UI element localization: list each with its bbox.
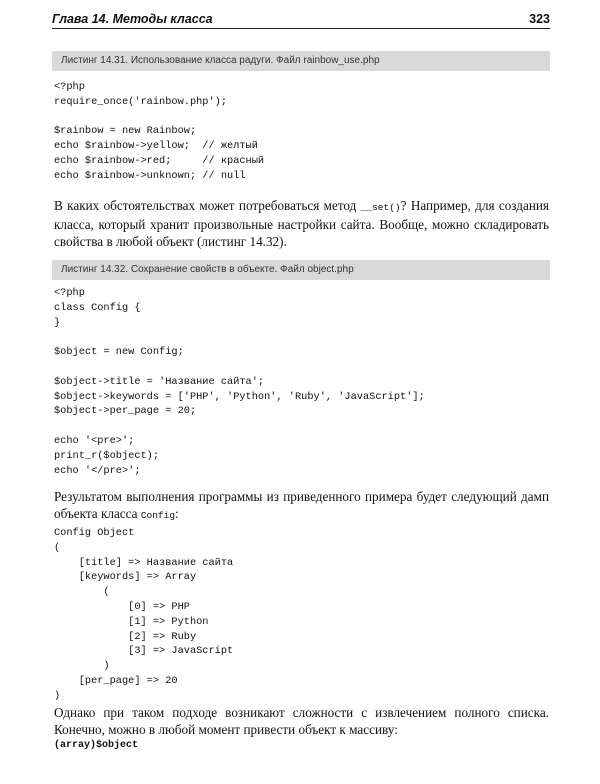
page-number: 323 xyxy=(529,12,550,26)
paragraph-set-method-text-start: В каких обстоятельствах может потребоваться метод xyxy=(54,198,361,213)
paragraph-set-method xyxy=(54,197,549,251)
inline-code-set-method: __set() xyxy=(360,202,401,213)
listing-14-32-caption: Листинг 14.32. Сохранение свойств в объекте. Файл object.php xyxy=(52,260,550,280)
object-dump-output: Config Object ( [title] => Название сайта [keywords] => Array ( [0] => PHP [1] => Python [2] => Ruby [3] => JavaScript ) [per_page] => 20 ) xyxy=(54,527,234,702)
paragraph-result-dump-text: Результатом выполнения программы из приведенного примера будет следующий дамп объекта класса xyxy=(54,489,549,522)
paragraph-result-dump xyxy=(54,488,549,524)
listing-14-32-code: <?php class Config { } $object = new Config; $object->title = 'Название сайта'; $object->keywords = ['PHP', 'Python', 'Ruby', 'JavaScript']; $object->per_page = 20; echo '<pre>'; print_r($object); echo '</pre>'; xyxy=(54,287,425,477)
page-header xyxy=(52,10,550,29)
paragraph-result-dump-end: : xyxy=(175,506,179,522)
chapter-title: Глава 14. Методы класса xyxy=(52,12,213,26)
inline-code-config: Config xyxy=(140,510,176,522)
paragraph-array-cast: Однако при таком подходе возникают сложности с извлечением полного списка. Конечно, можно в любой момент привести объект к массиву: xyxy=(54,705,549,738)
listing-14-31-code: <?php require_once('rainbow.php'); $rainbow = new Rainbow; echo $rainbow->yellow; // желтый echo $rainbow->red; // красный echo $rainbow->unknown; // null xyxy=(54,81,265,182)
listing-14-31-caption: Листинг 14.31. Использование класса радуги. Файл rainbow_use.php xyxy=(52,51,550,71)
paragraph-set-method-text-end: ? Например, для создания класса, который хранит произвольные настройки сайта. Вообще, можно складировать свойства в любой объект (листинг 14.32). xyxy=(54,198,550,250)
array-cast-code: (array)$object xyxy=(54,740,139,751)
